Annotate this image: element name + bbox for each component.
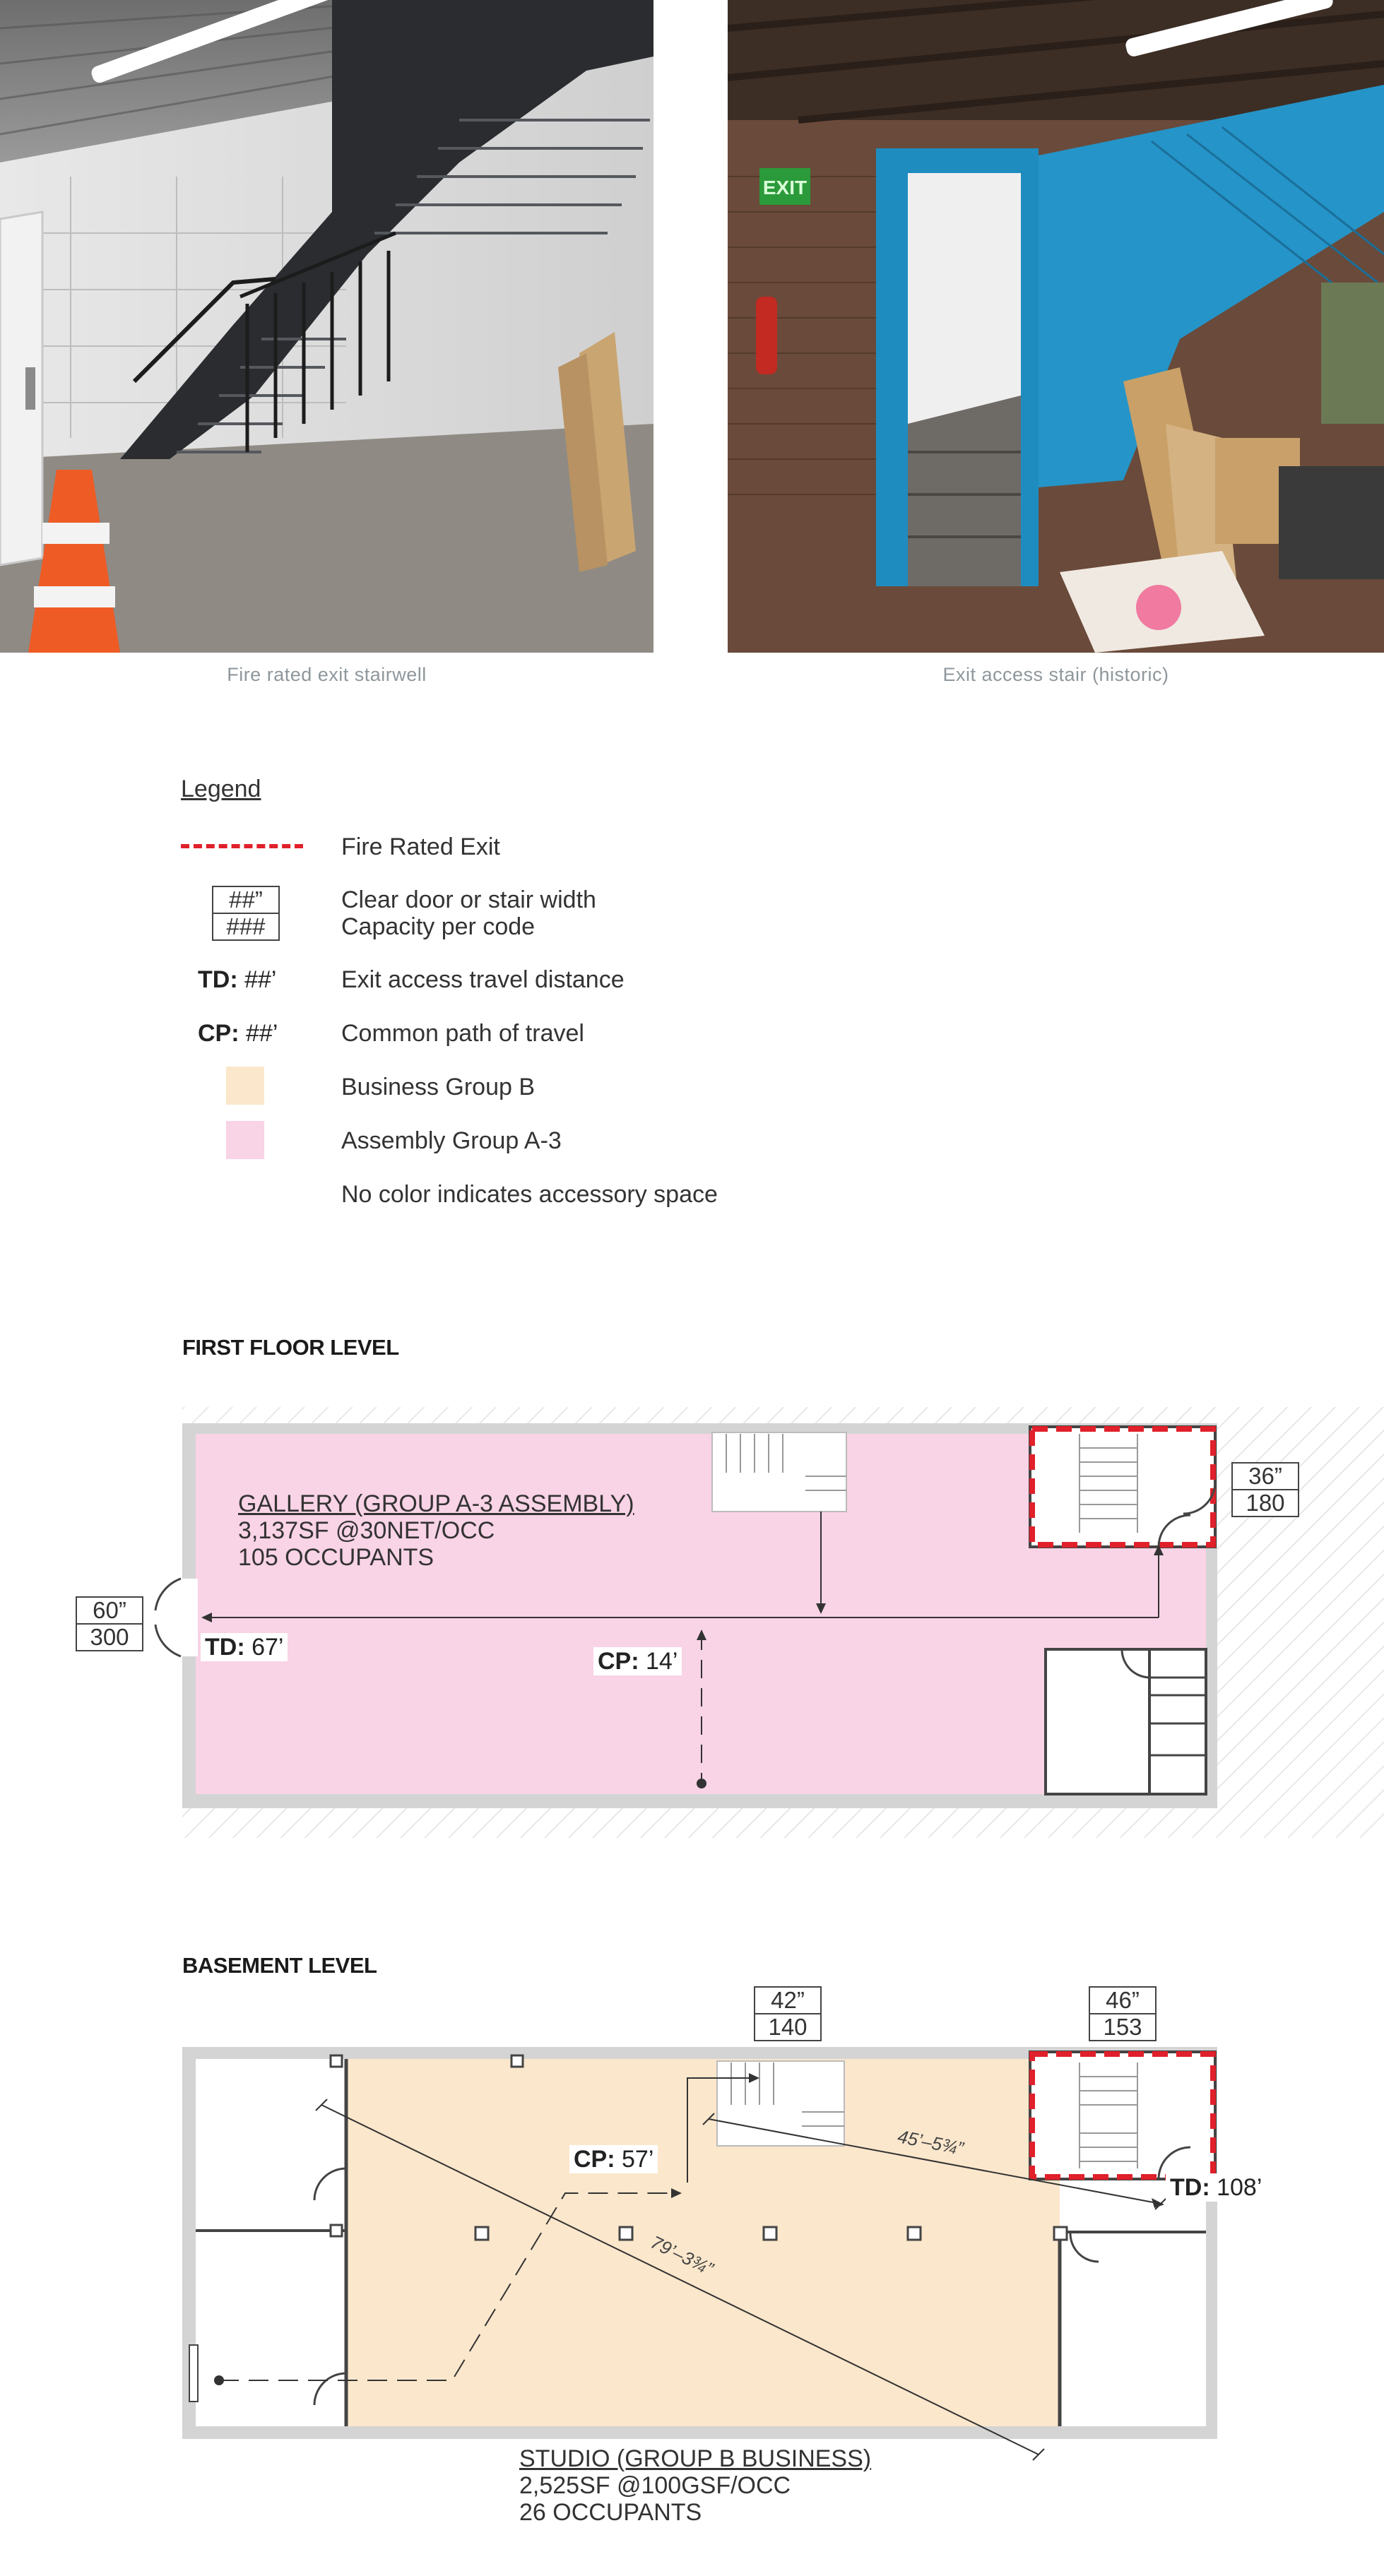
legend-fire-exit-symbol [181, 844, 303, 848]
ff-cp-value: 14’ [646, 1648, 678, 1675]
basement-fire-stair-width: 46” [1090, 1988, 1155, 2014]
gallery-room-label [238, 1490, 634, 1571]
basement-td-label [1166, 2173, 1266, 2202]
restroom-block [1046, 1649, 1206, 1794]
legend-assembly-swatch [226, 1121, 264, 1159]
first-floor-td-label [201, 1633, 288, 1661]
studio-room-occupants: 26 OCCUPANTS [519, 2499, 702, 2526]
ff-cp-label: CP: [598, 1648, 639, 1675]
mid-stair-width: 42” [755, 1988, 820, 2014]
legend-fire-exit-text: Fire Rated Exit [341, 833, 500, 860]
fire-stair-capacity: 180 [1246, 1490, 1285, 1516]
first-floor-cp-label [593, 1647, 682, 1675]
legend-assembly-text: Assembly Group A-3 [341, 1127, 562, 1154]
studio-floor [346, 2059, 1060, 2426]
first-floor-title: FIRST FLOOR LEVEL [182, 1335, 399, 1360]
studio-room-label [519, 2445, 871, 2526]
legend-cp-text: Common path of travel [341, 1020, 584, 1047]
basement-dim-short: 45’–5¾” [896, 2125, 966, 2159]
legend-cp-label: CP: [198, 1020, 239, 1047]
gallery-room-name: GALLERY (GROUP A-3 ASSEMBLY) [238, 1490, 634, 1517]
mid-stair-capacity: 140 [768, 2014, 808, 2040]
legend-td-symbol [198, 966, 276, 994]
legend-cp-symbol [198, 1020, 278, 1047]
bs-td-value: 108’ [1217, 2174, 1262, 2201]
basement-dim-long: 79’–3¾” [647, 2231, 717, 2280]
basement-title: BASEMENT LEVEL [182, 1953, 377, 1978]
gallery-room-area: 3,137SF @30NET/OCC [238, 1517, 495, 1544]
legend-capacity-symbol: ### [226, 913, 266, 939]
bs-cp-label: CP: [574, 2146, 615, 2173]
bs-td-label: TD: [1170, 2174, 1210, 2201]
photo-caption-left: Fire rated exit stairwell [227, 664, 427, 685]
photo-caption-right: Exit access stair (historic) [942, 664, 1169, 685]
gallery-room-occupants: 105 OCCUPANTS [238, 1544, 434, 1571]
basement-fire-stair-capacity [1089, 1986, 1157, 2041]
ff-td-value: 67’ [252, 1634, 284, 1661]
photo-fire-rated-stairwell [0, 0, 653, 653]
legend-width-text: Clear door or stair width [341, 886, 596, 913]
photo-exit-access-stair [728, 0, 1384, 653]
first-floor-plan [0, 1399, 1384, 1858]
entrance-capacity: 300 [90, 1624, 129, 1650]
basement-mid-stair-capacity [754, 1986, 822, 2041]
fire-stair-width: 36” [1233, 1464, 1298, 1490]
legend-business-swatch [226, 1067, 264, 1105]
studio-room-area: 2,525SF @100GSF/OCC [519, 2472, 791, 2499]
legend-td-label: TD: [198, 966, 238, 993]
fire-stair-enclosure [1030, 1427, 1215, 1547]
first-floor-stair-capacity [1231, 1462, 1299, 1517]
legend-capacity-text: Capacity per code [341, 913, 536, 940]
basement-fire-stair [1030, 2052, 1215, 2179]
basement-fire-stair-capacity-value: 153 [1103, 2014, 1142, 2040]
studio-room-name: STUDIO (GROUP B BUSINESS) [519, 2445, 872, 2472]
legend-accessory-text: No color indicates accessory space [341, 1181, 718, 1208]
legend-width-capacity-symbol [212, 886, 280, 941]
legend-td-value: ##’ [244, 966, 277, 993]
legend-cp-value: ##’ [246, 1020, 278, 1047]
legend-business-text: Business Group B [341, 1074, 536, 1100]
ff-td-label: TD: [205, 1634, 245, 1661]
first-floor-entrance-capacity [76, 1596, 143, 1651]
entrance-door-swing [155, 1579, 181, 1610]
legend-width-symbol: ##” [213, 887, 278, 914]
legend-title: Legend [181, 776, 261, 802]
entrance-width: 60” [77, 1598, 142, 1625]
legend-td-text: Exit access travel distance [341, 966, 625, 993]
historic-stair [712, 1432, 846, 1512]
exit-sign: EXIT [762, 177, 808, 198]
basement-cp-label [569, 2145, 658, 2173]
bs-cp-value: 57’ [622, 2146, 654, 2173]
